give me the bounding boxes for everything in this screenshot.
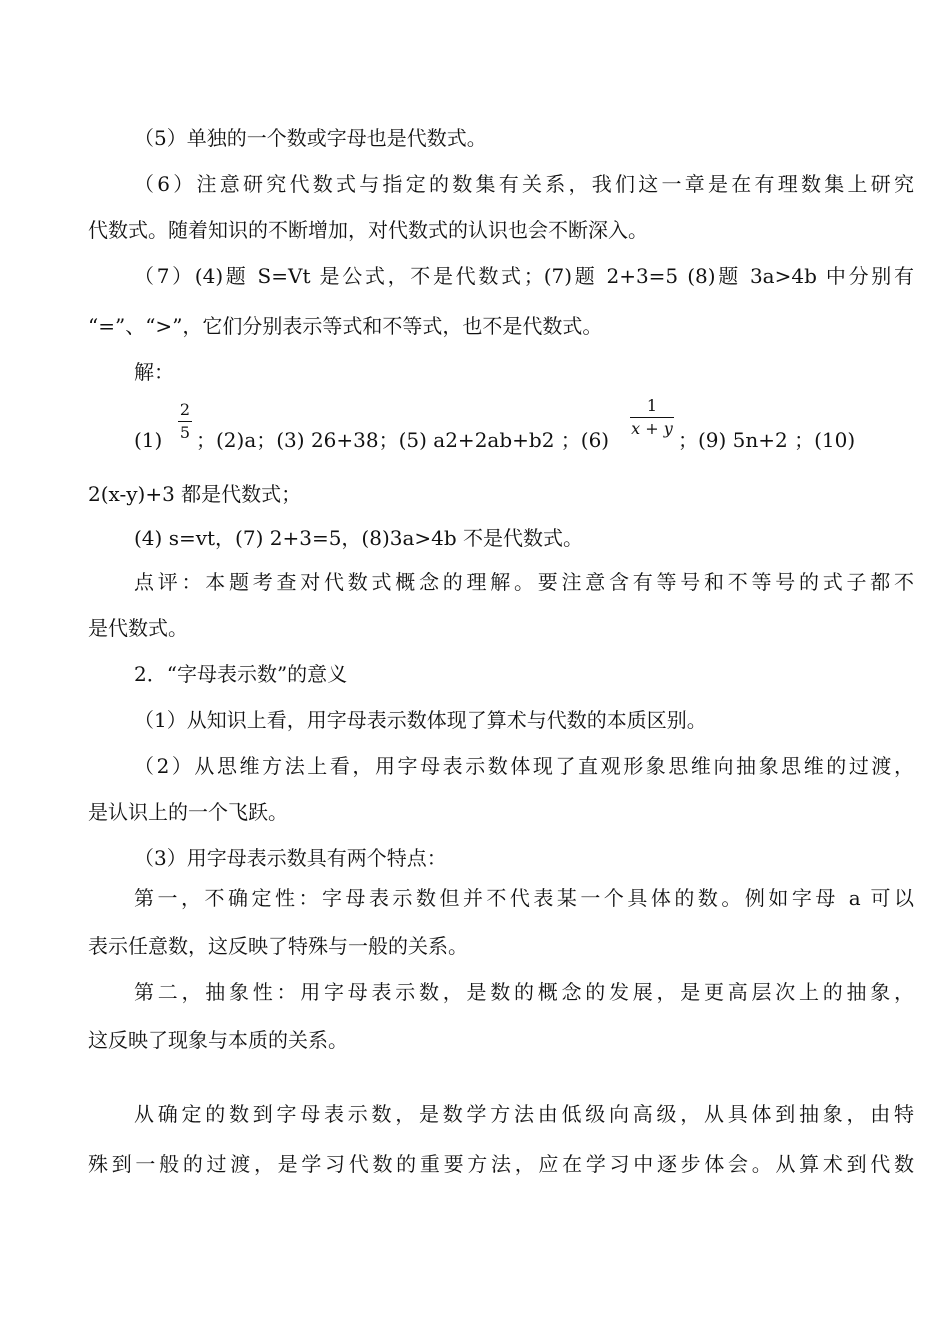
answer-part-3: ；(9) 5n+2 ；(10) <box>678 428 856 452</box>
answer-line-2: 2(x-y)+3 都是代数式； <box>88 482 302 506</box>
feature-1-line-1: 第一，不确定性：字母表示数但并不代表某一个具体的数。例如字母 a 可以 <box>134 886 914 910</box>
fraction-denominator: 5 <box>179 423 191 442</box>
fraction-one-over-x-plus-y <box>630 396 674 438</box>
section-heading: 2．“字母表示数”的意义 <box>134 662 348 686</box>
comment-line-2: 是代数式。 <box>88 616 188 640</box>
paragraph-5: （5）单独的一个数或字母也是代数式。 <box>134 126 487 150</box>
answer-part-1: (1) <box>134 428 163 452</box>
fraction-denominator: x + y <box>631 419 673 438</box>
point-3: （3）用字母表示数具有两个特点： <box>134 846 447 870</box>
fraction-numerator: 1 <box>646 396 658 415</box>
feature-1-line-2: 表示任意数，这反映了特殊与一般的关系。 <box>88 934 468 958</box>
point-2-line-2: 是认识上的一个飞跃。 <box>88 800 288 824</box>
fraction-two-fifths <box>178 400 192 442</box>
paragraph-6-line-1: （6）注意研究代数式与指定的数集有关系，我们这一章是在有理数集上研究 <box>134 172 914 196</box>
feature-2-line-2: 这反映了现象与本质的关系。 <box>88 1028 348 1052</box>
fraction-bar <box>178 421 192 422</box>
non-expressions-line: (4) s=vt，(7) 2+3=5，(8)3a>4b 不是代数式。 <box>134 526 584 550</box>
answer-part-2: ；(2)a；(3) 26+38；(5) a2+2ab+b2 ；(6) <box>196 428 610 452</box>
closing-paragraph-line-1: 从确定的数到字母表示数，是数学方法由低级向高级，从具体到抽象，由特 <box>134 1102 914 1126</box>
answer-line <box>88 396 878 476</box>
point-1: （1）从知识上看，用字母表示数体现了算术与代数的本质区别。 <box>134 708 707 732</box>
comment-line-1: 点评：本题考查对代数式概念的理解。要注意含有等号和不等号的式子都不 <box>134 570 914 594</box>
point-2-line-1: （2）从思维方法上看，用字母表示数体现了直观形象思维向抽象思维的过渡， <box>134 754 914 778</box>
fraction-bar <box>630 417 674 418</box>
paragraph-7-line-1: （7）(4)题 S=Vt 是公式，不是代数式；(7)题 2+3=5 (8)题 3a>4b 中分别有 <box>134 264 914 288</box>
paragraph-6-line-2: 代数式。随着知识的不断增加，对代数式的认识也会不断深入。 <box>88 218 648 242</box>
closing-paragraph-line-2: 殊到一般的过渡，是学习代数的重要方法，应在学习中逐步体会。从算术到代数 <box>88 1152 914 1176</box>
feature-2-line-1: 第二，抽象性：用字母表示数，是数的概念的发展，是更高层次上的抽象， <box>134 980 914 1004</box>
solution-label: 解： <box>134 360 174 384</box>
paragraph-7-line-2: “=”、“>”，它们分别表示等式和不等式，也不是代数式。 <box>88 314 603 338</box>
fraction-numerator: 2 <box>179 400 191 419</box>
